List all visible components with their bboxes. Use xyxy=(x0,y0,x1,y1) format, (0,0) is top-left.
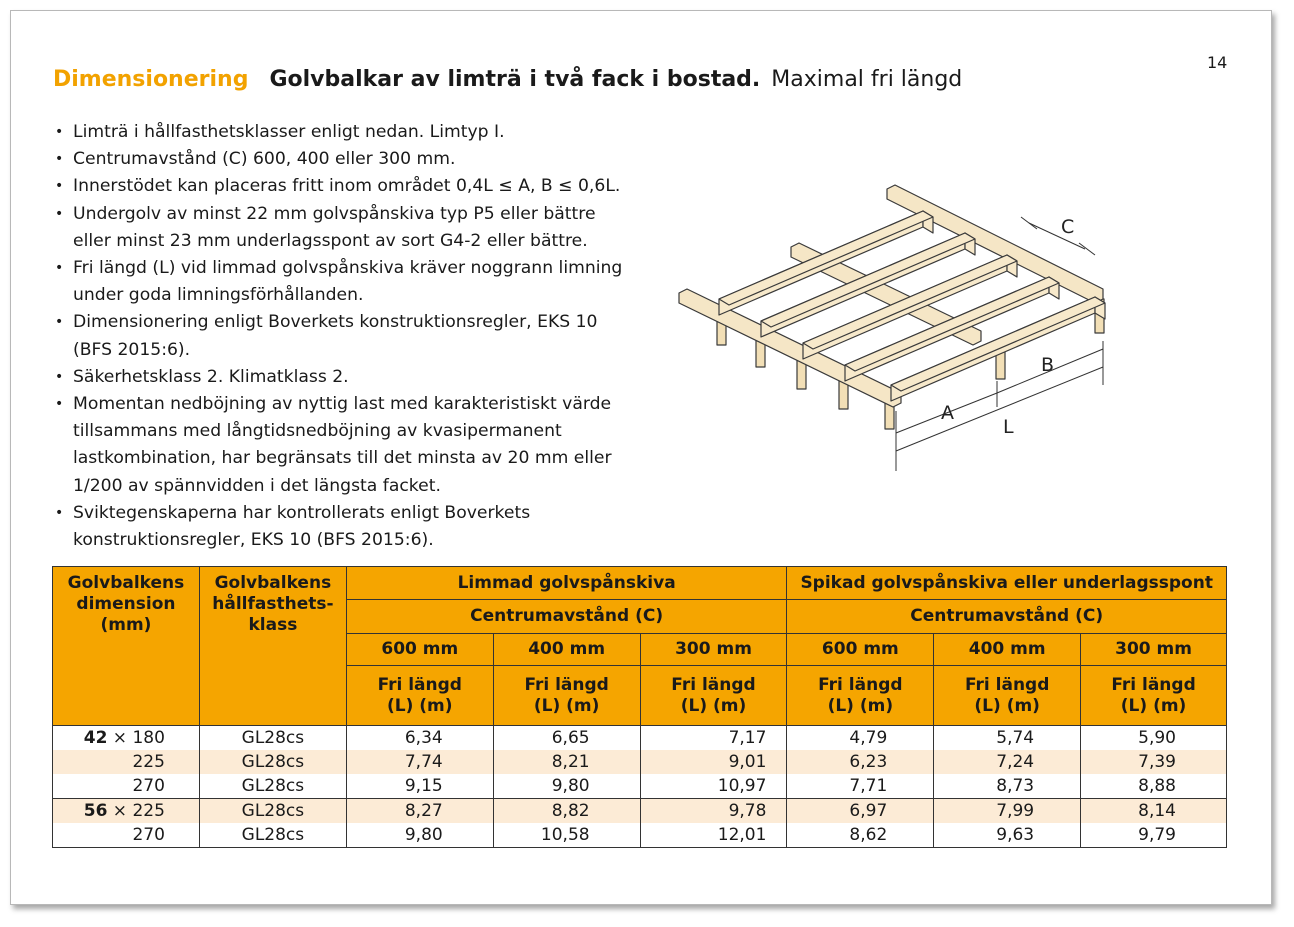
value-cell: 7,71 xyxy=(787,774,934,799)
group-header-glued: Limmad golvspånskiva xyxy=(346,567,787,600)
value-cell: 12,01 xyxy=(640,823,787,848)
dimension-table xyxy=(52,566,1227,848)
value-cell: 7,74 xyxy=(346,750,493,774)
value-cell: 5,74 xyxy=(934,726,1081,751)
spacing-600: 600 mm xyxy=(787,634,934,666)
list-item: • Dimensionering enligt Boverkets konstruktionsregler, EKS 10 (BFS 2015:6). xyxy=(53,309,633,363)
table-row xyxy=(53,799,1227,824)
dimension-cell: 270 xyxy=(53,823,200,848)
col-header-dimension: Golvbalkens dimension (mm) xyxy=(53,567,200,726)
dimension-cell: 42 × 180 xyxy=(53,726,200,751)
length-header: Fri längd (L) (m) xyxy=(346,666,493,726)
value-cell: 9,01 xyxy=(640,750,787,774)
spacing-header: Centrumavstånd (C) xyxy=(787,600,1227,634)
page-heading xyxy=(53,67,962,92)
value-cell: 6,34 xyxy=(346,726,493,751)
class-cell: GL28cs xyxy=(199,750,346,774)
spacing-300: 300 mm xyxy=(1081,634,1227,666)
list-item: • Sviktegenskaperna har kontrollerats enligt Boverkets konstruktionsregler, EKS 10 (BFS 2015:6). xyxy=(53,500,633,554)
length-header: Fri längd (L) (m) xyxy=(1081,666,1227,726)
list-item: • Innerstödet kan placeras fritt inom området 0,4L ≤ A, B ≤ 0,6L. xyxy=(53,173,633,200)
length-header: Fri längd (L) (m) xyxy=(640,666,787,726)
length-header: Fri längd (L) (m) xyxy=(934,666,1081,726)
value-cell: 8,82 xyxy=(493,799,640,824)
value-cell: 9,15 xyxy=(346,774,493,799)
page-title: Golvbalkar av limträ i två fack i bostad. xyxy=(269,67,761,92)
list-item: • Fri längd (L) vid limmad golvspånskiva kräver noggrann limning under goda limningsförhållanden. xyxy=(53,255,633,309)
section-title: Dimensionering xyxy=(53,67,249,92)
list-item: • Momentan nedböjning av nyttig last med karakteristiskt värde tillsammans med långtidsnedböjning av kvasipermanent lastkombination, har begränsats till det minsta av 20 mm eller 1/200 av spännvidden i det längsta facket. xyxy=(53,391,633,500)
spacing-300: 300 mm xyxy=(640,634,787,666)
table-row xyxy=(53,750,1227,774)
list-item: • Limträ i hållfasthetsklasser enligt nedan. Limtyp I. xyxy=(53,119,633,146)
value-cell: 7,24 xyxy=(934,750,1081,774)
value-cell: 8,88 xyxy=(1081,774,1227,799)
value-cell: 7,39 xyxy=(1081,750,1227,774)
dimension-cell: 225 xyxy=(53,750,200,774)
spacing-header: Centrumavstånd (C) xyxy=(346,600,787,634)
class-cell: GL28cs xyxy=(199,726,346,751)
class-cell: GL28cs xyxy=(199,823,346,848)
label-l: L xyxy=(1003,416,1014,438)
dimension-cell: 56 × 225 xyxy=(53,799,200,824)
value-cell: 5,90 xyxy=(1081,726,1227,751)
value-cell: 10,97 xyxy=(640,774,787,799)
value-cell: 9,63 xyxy=(934,823,1081,848)
list-item: • Centrumavstånd (C) 600, 400 eller 300 mm. xyxy=(53,146,633,173)
class-cell: GL28cs xyxy=(199,774,346,799)
class-cell: GL28cs xyxy=(199,799,346,824)
list-item: • Säkerhetsklass 2. Klimatklass 2. xyxy=(53,364,633,391)
group-header-nailed: Spikad golvspånskiva eller underlagsspont xyxy=(787,567,1227,600)
value-cell: 7,99 xyxy=(934,799,1081,824)
length-header: Fri längd (L) (m) xyxy=(787,666,934,726)
spacing-600: 600 mm xyxy=(346,634,493,666)
page-subtitle: Maximal fri längd xyxy=(771,67,963,92)
col-header-class: Golvbalkens hållfasthets-klass xyxy=(199,567,346,726)
value-cell: 7,17 xyxy=(640,726,787,751)
value-cell: 8,14 xyxy=(1081,799,1227,824)
value-cell: 10,58 xyxy=(493,823,640,848)
requirements-list xyxy=(53,119,633,554)
value-cell: 8,62 xyxy=(787,823,934,848)
label-a: A xyxy=(941,402,954,424)
value-cell: 9,80 xyxy=(493,774,640,799)
length-header: Fri längd (L) (m) xyxy=(493,666,640,726)
page-number: 14 xyxy=(1207,53,1228,72)
dimension-cell: 270 xyxy=(53,774,200,799)
label-c: C xyxy=(1061,216,1075,238)
spacing-400: 400 mm xyxy=(934,634,1081,666)
value-cell: 9,78 xyxy=(640,799,787,824)
floor-joist-illustration xyxy=(651,171,1111,491)
value-cell: 6,97 xyxy=(787,799,934,824)
table-row xyxy=(53,774,1227,799)
value-cell: 9,80 xyxy=(346,823,493,848)
table-row xyxy=(53,726,1227,751)
value-cell: 4,79 xyxy=(787,726,934,751)
value-cell: 8,21 xyxy=(493,750,640,774)
table-row xyxy=(53,823,1227,848)
document-page xyxy=(10,10,1272,905)
spacing-400: 400 mm xyxy=(493,634,640,666)
label-b: B xyxy=(1041,354,1055,376)
value-cell: 6,23 xyxy=(787,750,934,774)
value-cell: 8,73 xyxy=(934,774,1081,799)
value-cell: 9,79 xyxy=(1081,823,1227,848)
list-item: • Undergolv av minst 22 mm golvspånskiva typ P5 eller bättre eller minst 23 mm underlagsspont av sort G4-2 eller bättre. xyxy=(53,201,633,255)
value-cell: 8,27 xyxy=(346,799,493,824)
value-cell: 6,65 xyxy=(493,726,640,751)
